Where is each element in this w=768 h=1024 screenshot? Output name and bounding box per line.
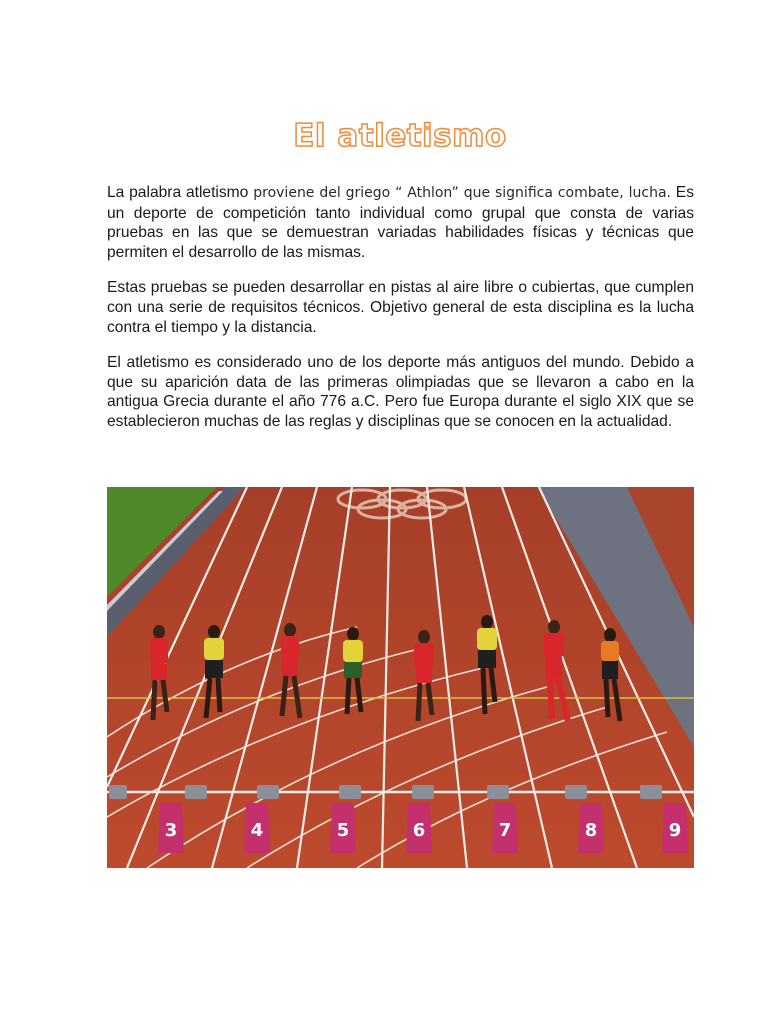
lane-marker-4 — [244, 803, 270, 853]
lane-number: 5 — [336, 820, 350, 841]
sprint-race-illustration — [107, 487, 694, 868]
lane-number: 9 — [668, 820, 682, 841]
paragraph-1 — [107, 183, 694, 262]
page-title: El atletismo — [293, 118, 507, 154]
paragraph-1-rest: Es un deporte de competición tanto individual como grupal que consta de varias pruebas en las que se demuestran variadas habilidades físicas y técnicas que permiten el desarrollo de las mismas. — [107, 184, 695, 261]
lane-marker-6 — [406, 803, 432, 853]
lane-marker-5 — [330, 803, 356, 853]
paragraph-1-lead: La palabra atletismo — [107, 184, 249, 201]
paragraph-2: Estas pruebas se pueden desarrollar en pistas al aire libre o cubiertas, que cumplen con una serie de requisitos técnicos. Objetivo general de esta disciplina es la lucha contra el tiempo y la distancia. — [107, 279, 694, 336]
lane-number: 3 — [164, 820, 178, 841]
lane-number: 7 — [498, 820, 512, 841]
lane-number: 8 — [584, 820, 598, 841]
article-body — [107, 183, 694, 448]
lane-marker-8 — [578, 803, 604, 853]
paragraph-1-lead-rest: proviene del griego “ Athlon” que significa combate, lucha. — [248, 185, 672, 201]
lane-marker-3 — [158, 803, 184, 853]
lane-marker-9 — [662, 803, 688, 853]
lane-number: 4 — [250, 820, 264, 841]
sprint-race-photo — [107, 487, 694, 868]
paragraph-3: El atletismo es considerado uno de los deporte más antiguos del mundo. Debido a que su aparición data de las primeras olimpiadas que se llevaron a cabo en la antigua Grecia durante el año 776 a.C. Pero fue Europa durante el siglo XIX que se establecieron muchas de las reglas y disciplinas que se conocen en la actualidad. — [107, 354, 694, 430]
lane-marker-7 — [492, 803, 518, 853]
lane-number: 6 — [412, 820, 426, 841]
